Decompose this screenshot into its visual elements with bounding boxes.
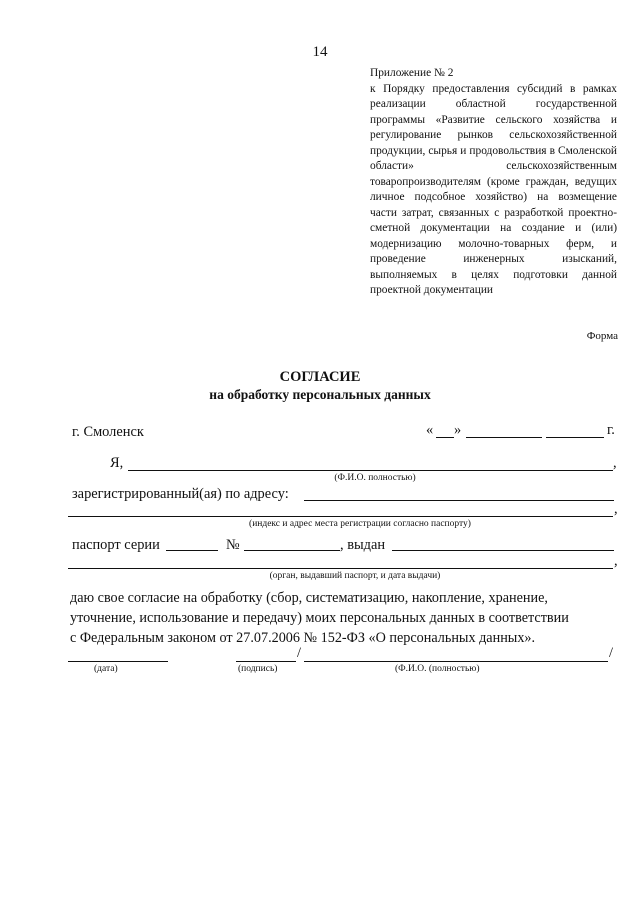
issuer-caption: (орган, выдавший паспорт, и дата выдачи)	[269, 571, 441, 581]
form-label: Форма	[586, 330, 618, 342]
document-title	[0, 368, 640, 404]
fio-field[interactable]	[128, 470, 613, 471]
fio-caption: (Ф.И.О. полностью)	[334, 473, 416, 483]
consent-line-1: даю свое согласие на обработку (сбор, систематизацию, накопление, хранение,	[70, 590, 548, 606]
city-label: г. Смоленск	[72, 424, 144, 440]
signature-fio-field[interactable]	[304, 661, 608, 662]
signature-slash-2: /	[609, 645, 613, 661]
signature-date-field[interactable]	[68, 661, 168, 662]
passport-series-label: паспорт серии	[72, 537, 160, 553]
address-comma: ,	[614, 501, 618, 517]
issued-label: , выдан	[340, 537, 386, 553]
appendix-title: Приложение № 2	[370, 67, 454, 79]
consent-line-3: с Федеральным законом от 27.07.2006 № 152-ФЗ «О персональных данных».	[70, 630, 536, 646]
appendix-text: к Порядку предоставления субсидий в рамках реализации областной государственной программы «Развитие сельского хозяйства и регулирование рынков сельскохозяйственной продукции, сырья и продовольствия в Смоленской области» сельскохозяйственным товаропроизводителям (кроме граждан, ведущих личное подсобное хозяйство) на возмещение части затрат, связанных с разработкой проектно-сметной документации на создание и (или) модернизацию молочно-товарных ферм, и проведение инженерных изысканий, выполняемых в целях подготовки данной проектной документации	[370, 82, 617, 296]
signature-caption: (подпись)	[238, 664, 278, 674]
issuer-field-1[interactable]	[392, 550, 614, 551]
title-line-2: на обработку персональных данных	[209, 387, 431, 402]
fio-comma: ,	[613, 455, 617, 471]
address-caption: (индекс и адрес места регистрации согласно паспорту)	[249, 519, 471, 529]
address-label: зарегистрированный(ая) по адресу:	[72, 486, 289, 502]
address-field-1[interactable]	[304, 500, 614, 501]
issuer-field-2[interactable]	[68, 568, 613, 569]
signature-fio-caption: (Ф.И.О. (полностью)	[395, 664, 480, 674]
passport-series-field[interactable]	[166, 550, 218, 551]
date-close-quote: »	[454, 422, 462, 438]
date-year-suffix: г.	[607, 422, 615, 438]
i-label: Я,	[110, 455, 124, 471]
passport-number-field[interactable]	[244, 550, 340, 551]
issuer-comma: ,	[614, 553, 618, 569]
date-open-quote: «	[426, 422, 434, 438]
title-line-1: СОГЛАСИЕ	[279, 369, 361, 385]
page-number: 14	[312, 44, 328, 60]
consent-paragraph	[70, 588, 618, 648]
appendix-block	[370, 66, 617, 299]
date-year-field[interactable]	[546, 437, 604, 438]
signature-slash-1: /	[297, 645, 301, 661]
passport-number-label: №	[226, 537, 240, 553]
signature-date-caption: (дата)	[94, 664, 118, 674]
date-month-field[interactable]	[466, 437, 542, 438]
date-day-field[interactable]	[436, 437, 454, 438]
signature-field[interactable]	[236, 661, 296, 662]
consent-line-2: уточнение, использование и передачу) моих персональных данных в соответствии	[70, 610, 569, 626]
address-field-2[interactable]	[68, 516, 613, 517]
